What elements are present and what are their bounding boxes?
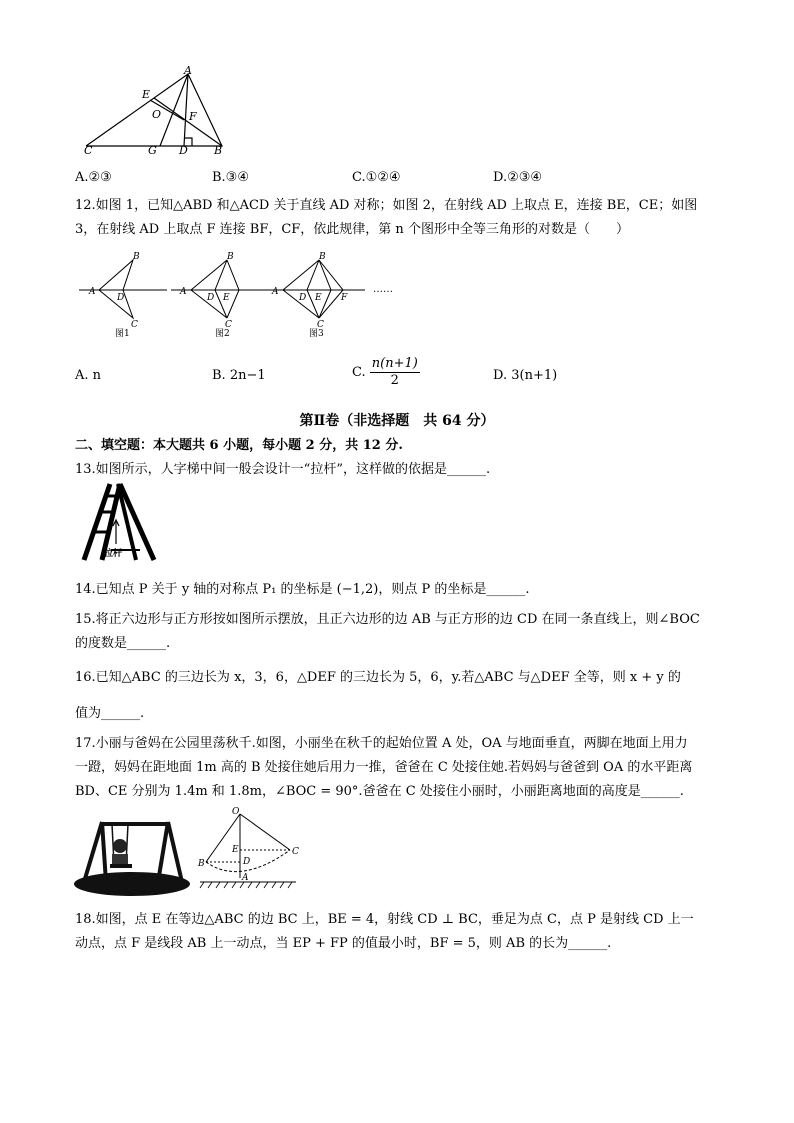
label-b: B bbox=[214, 144, 223, 154]
q16-text-line1: 16.已知△ABC 的三边长为 x，3，6，△DEF 的三边长为 5，6，y.若△ABC 与△DEF 全等，则 x + y 的 bbox=[75, 670, 681, 685]
q15-text-line2: 的度数是______. bbox=[75, 636, 171, 651]
svg-text:A: A bbox=[272, 287, 279, 297]
q13-text: 13.如图所示，人字梯中间一般会设计一“拉杆”，这样做的依据是______. bbox=[75, 462, 491, 477]
svg-text:E: E bbox=[315, 293, 322, 303]
q17-label-c: C bbox=[292, 847, 299, 857]
q12-option-c[interactable] bbox=[352, 356, 420, 389]
q17-text-line3: BD、CE 分别为 1.4m 和 1.8m，∠BOC = 90°.爸爸在 C 处接住小丽时，小丽距离地面的高度是______. bbox=[75, 784, 684, 799]
q12-option-c-fraction bbox=[370, 356, 420, 389]
q12-text-line2: 3，在射线 AD 上取点 F 连接 BF，CF，依此规律，第 n 个图形中全等三角形的对数是（ ） bbox=[75, 222, 629, 237]
q12-option-b[interactable]: B. 2n−1 bbox=[212, 368, 266, 383]
section2-title: 二、填空题：本大题共 6 小题，每小题 2 分，共 12 分. bbox=[75, 438, 403, 453]
q12-option-c-numerator: n(n+1) bbox=[371, 356, 418, 371]
label-g: G bbox=[148, 144, 157, 154]
svg-text:B: B bbox=[227, 252, 234, 262]
q12-option-c-denominator: 2 bbox=[390, 373, 399, 388]
q12-option-d[interactable]: D. 3(n+1) bbox=[493, 368, 558, 383]
label-o: O bbox=[152, 108, 162, 121]
q11-triangle-figure bbox=[80, 66, 240, 154]
q15-text-line1: 15.将正六边形与正方形按如图所示摆放，且正六边形的边 AB 与正方形的边 CD 在同一条直线上，则∠BOC bbox=[75, 612, 700, 627]
q17-label-b: B bbox=[198, 859, 205, 869]
q12-option-a[interactable]: A. n bbox=[75, 368, 102, 383]
q13-ladder-label: 拉杆 bbox=[104, 549, 123, 559]
label-f: F bbox=[189, 110, 197, 123]
svg-text:A: A bbox=[180, 287, 187, 297]
q12-caption-fig3: 图3 bbox=[309, 329, 324, 339]
label-a: A bbox=[184, 66, 192, 77]
q18-text-line1: 18.如图，点 E 在等边△ABC 的边 BC 上，BE = 4，射线 CD ⊥ BC，垂足为点 C，点 P 是射线 CD 上一 bbox=[75, 912, 694, 927]
q17-label-d: D bbox=[243, 857, 251, 867]
part2-title: 第Ⅱ卷（非选择题 共 64 分） bbox=[299, 413, 495, 429]
q11-option-b[interactable]: B.③④ bbox=[212, 170, 249, 185]
svg-text:C: C bbox=[131, 320, 138, 330]
q17-label-e: E bbox=[232, 845, 239, 855]
q17-geometry-diagram bbox=[196, 806, 306, 898]
label-e: E bbox=[142, 88, 151, 101]
q17-label-o: O bbox=[232, 807, 240, 817]
q11-option-d[interactable]: D.②③④ bbox=[493, 170, 543, 185]
q12-caption-fig1: 图1 bbox=[115, 329, 130, 339]
q12-caption-fig2: 图2 bbox=[215, 329, 230, 339]
q12-option-c-prefix: C. bbox=[352, 365, 366, 380]
q18-text-line2: 动点，点 F 是线段 AB 上一动点，当 EP + FP 的值最小时，BF = 5，则 AB 的长为______. bbox=[75, 936, 612, 951]
svg-text:C: C bbox=[225, 320, 232, 330]
q14-text: 14.已知点 P 关于 y 轴的对称点 P₁ 的坐标是 (−1,2)，则点 P 的坐标是______. bbox=[75, 582, 530, 597]
q12-text-line1: 12.如图 1，已知△ABD 和△ACD 关于直线 AD 对称；如图 2，在射线 AD 上取点 E，连接 BE，CE；如图 bbox=[75, 198, 698, 213]
svg-text:D: D bbox=[299, 293, 307, 303]
q17-text-line1: 17.小丽与爸妈在公园里荡秋千.如图，小丽坐在秋千的起始位置 A 处，OA 与地面垂直，两脚在地面上用力 bbox=[75, 736, 688, 751]
q11-option-c[interactable]: C.①②④ bbox=[352, 170, 401, 185]
q17-text-line2: 一蹬，妈妈在距地面 1m 高的 B 处接住她后用力一推，爸爸在 C 处接住她.若妈妈与爸爸到 OA 的水平距离 bbox=[75, 760, 693, 775]
svg-text:B: B bbox=[319, 252, 326, 262]
q11-option-a[interactable]: A.②③ bbox=[75, 170, 112, 185]
svg-text:D: D bbox=[207, 293, 215, 303]
q12-sequence-figure bbox=[75, 250, 405, 340]
svg-text:E: E bbox=[223, 293, 230, 303]
q12-ellipsis: …… bbox=[373, 284, 393, 295]
svg-text:F: F bbox=[341, 293, 348, 303]
label-c: C bbox=[84, 144, 93, 154]
q16-text-line2: 值为______. bbox=[75, 706, 145, 721]
q17-swing-illustration bbox=[72, 818, 192, 898]
q17-label-a: A bbox=[242, 873, 249, 883]
label-d: D bbox=[179, 144, 188, 154]
svg-text:C: C bbox=[317, 320, 324, 330]
q13-ladder-figure bbox=[80, 482, 160, 562]
svg-text:B: B bbox=[133, 252, 140, 262]
svg-text:D: D bbox=[117, 293, 125, 303]
svg-text:A: A bbox=[89, 287, 96, 297]
